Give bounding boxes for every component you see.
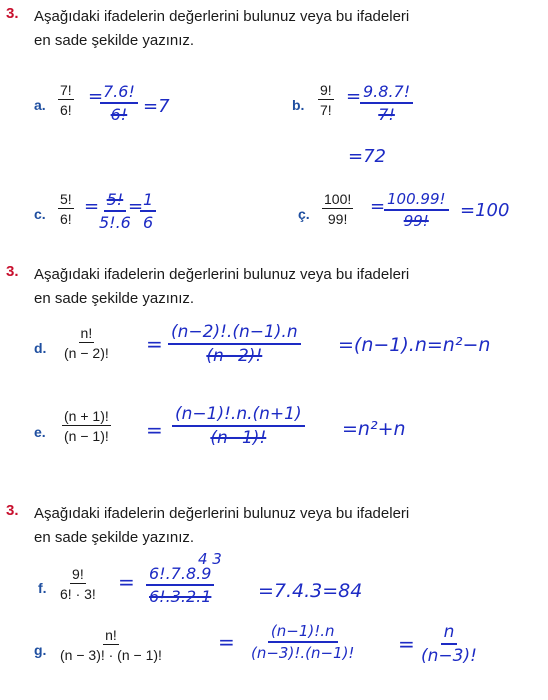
numerator: n! xyxy=(105,627,117,643)
numerator: (n + 1)! xyxy=(64,408,109,424)
hw-equals: = xyxy=(84,196,100,217)
question-text-line2: en sade şekilde yazınız. xyxy=(34,529,195,546)
hw-denominator: 99! xyxy=(403,212,429,230)
hw-fraction xyxy=(248,622,357,662)
hw-equals: = xyxy=(146,332,163,356)
problem-label: e. xyxy=(34,424,46,440)
hw-equals: = xyxy=(118,570,135,594)
hw-equals: = xyxy=(146,418,163,442)
hw-result-denominator: 6 xyxy=(143,213,154,232)
hw-result: =n²+n xyxy=(342,418,406,440)
denominator: 6! xyxy=(60,102,72,118)
numerator: 9! xyxy=(320,82,332,98)
hw-result-fraction xyxy=(418,622,480,666)
hw-cancel-marks: 4 3 xyxy=(198,550,222,568)
hw-equals: = xyxy=(88,86,104,107)
denominator: (n − 3)! · (n − 1)! xyxy=(60,647,162,663)
hw-numerator: 9.8.7! xyxy=(360,82,413,104)
hw-denominator: (n−2)! xyxy=(206,346,263,366)
hw-denominator: 6! xyxy=(110,105,128,124)
hw-denominator: (n−1)! xyxy=(210,428,267,448)
denominator: 99! xyxy=(327,211,348,227)
problem-label: g. xyxy=(34,642,47,658)
hw-equals-2: = xyxy=(128,196,144,217)
numerator: n! xyxy=(80,325,93,341)
hw-result-numerator: 1 xyxy=(140,190,156,212)
hw-result: =100 xyxy=(460,200,510,221)
problem-label: d. xyxy=(34,340,47,356)
hw-fraction xyxy=(100,82,138,124)
hw-denominator: (n−3)!.(n−1)! xyxy=(251,644,355,662)
question-text-line1: Aşağıdaki ifadelerin değerlerini bulunuz veya bu ifadeleri xyxy=(34,266,410,283)
problem-label: f. xyxy=(38,580,47,596)
hw-fraction xyxy=(168,322,301,366)
hw-numerator: 5! xyxy=(104,190,127,212)
problem-label: a. xyxy=(34,97,46,113)
hw-denominator: 5!.6 xyxy=(99,213,131,232)
problem-label: c. xyxy=(34,206,46,222)
numerator: 100! xyxy=(324,191,352,207)
question-text-line2: en sade şekilde yazınız. xyxy=(34,290,195,307)
problem-label: b. xyxy=(292,97,305,113)
question-number: 3. xyxy=(6,502,19,519)
hw-numerator: 100.99! xyxy=(384,190,449,211)
printed-fraction xyxy=(62,408,111,444)
hw-result: =7.4.3=84 xyxy=(258,580,363,602)
denominator: 6! xyxy=(60,211,72,227)
hw-result: =72 xyxy=(348,146,386,167)
hw-result: =7 xyxy=(143,96,170,117)
hw-numerator: 7.6! xyxy=(100,82,138,104)
hw-denominator: 6!.3.2.1 xyxy=(149,587,212,606)
hw-numerator: (n−1)!.n xyxy=(268,622,338,643)
question-number: 3. xyxy=(6,5,19,22)
numerator: 7! xyxy=(60,82,72,98)
printed-fraction xyxy=(62,325,111,361)
printed-fraction xyxy=(58,627,164,663)
denominator: 7! xyxy=(320,102,332,118)
hw-equals: = xyxy=(218,630,235,654)
denominator: (n − 1)! xyxy=(64,428,109,444)
question-number: 3. xyxy=(6,263,19,280)
printed-fraction xyxy=(58,191,74,227)
hw-denominator: 7! xyxy=(378,105,395,124)
denominator: 6! · 3! xyxy=(60,586,96,602)
hw-numerator: (n−2)!.(n−1).n xyxy=(168,322,301,345)
question-text-line2: en sade şekilde yazınız. xyxy=(34,32,195,49)
hw-result-denominator: (n−3)! xyxy=(421,646,477,666)
numerator: 5! xyxy=(60,191,72,207)
hw-result-fraction xyxy=(140,190,156,232)
hw-equals-2: = xyxy=(398,632,415,656)
problem-label: ç. xyxy=(298,206,310,222)
printed-fraction xyxy=(322,191,353,227)
hw-numerator: (n−1)!.n.(n+1) xyxy=(172,404,305,427)
question-text-line1: Aşağıdaki ifadelerin değerlerini bulunuz veya bu ifadeleri xyxy=(34,8,410,25)
hw-fraction xyxy=(360,82,413,124)
denominator: (n − 2)! xyxy=(64,345,109,361)
question-text-line1: Aşağıdaki ifadelerin değerlerini bulunuz veya bu ifadeleri xyxy=(34,505,410,522)
hw-equals: = xyxy=(370,196,386,217)
hw-equals: = xyxy=(346,86,362,107)
hw-fraction xyxy=(384,190,449,230)
hw-fraction xyxy=(172,404,305,448)
printed-fraction xyxy=(58,82,74,118)
hw-fraction xyxy=(146,564,214,606)
printed-fraction xyxy=(318,82,334,118)
numerator: 9! xyxy=(72,566,84,582)
printed-fraction xyxy=(58,566,98,602)
hw-result-numerator: n xyxy=(441,622,458,645)
hw-numerator: 6!.7.8.9 xyxy=(146,564,214,586)
hw-result: =(n−1).n=n²−n xyxy=(338,334,491,356)
